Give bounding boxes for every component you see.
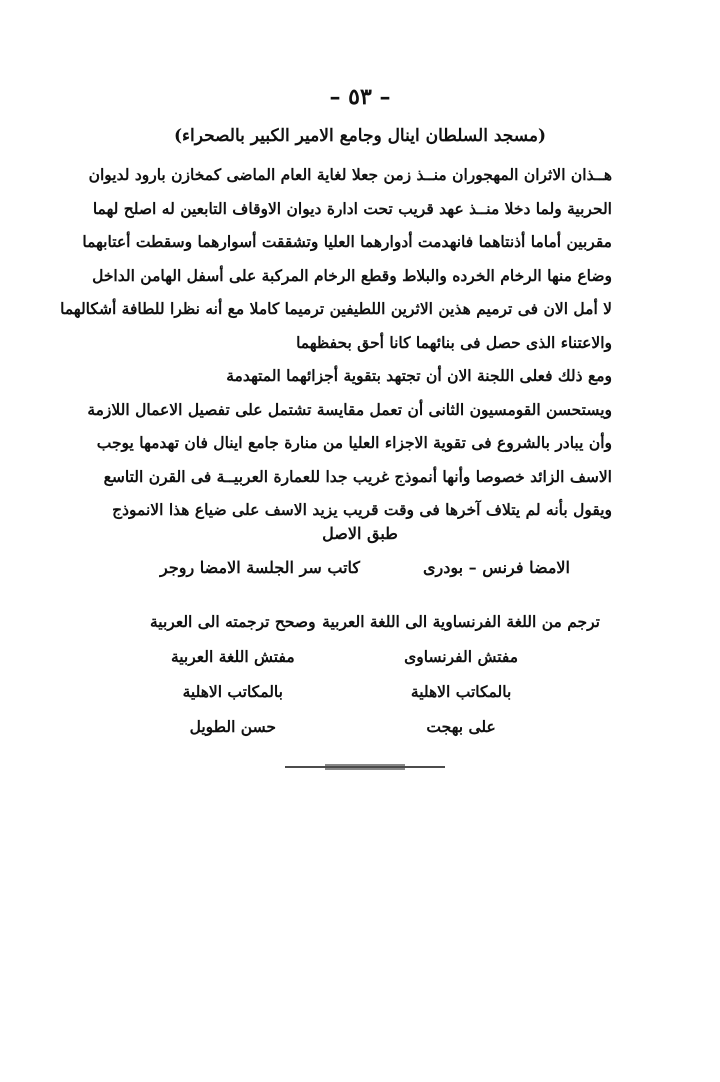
body-line: هــذان الاثران المهجوران منــذ زمن جعلا لغاية العام الماضى كمخازن بارود لديوان: [88, 165, 612, 184]
end-divider: [285, 762, 445, 772]
translator-right-name: على بهجت: [426, 717, 496, 736]
body-line: لا أمل الان فى ترميم هذين الاثرين اللطيفين ترميما كاملا مع أنه نظرا للطافة أشكالهما: [60, 299, 612, 318]
translator-left-name: حسن الطويل: [189, 717, 276, 736]
translator-right-line: ترجم من اللغة الفرنساوية الى اللغة العربية: [322, 612, 600, 631]
section-title: (مسجد السلطان اينال وجامع الامير الكبير بالصحراء): [173, 126, 547, 146]
body-line: وأن يبادر بالشروع فى تقوية الاجزاء العليا من منارة جامع اينال فان تهدمها يوجب: [96, 433, 612, 452]
translator-left-line: بالمكاتب الاهلية: [182, 682, 283, 701]
translator-left-line: وصحح ترجمته الى العربية: [150, 612, 316, 631]
body-line: ومع ذلك فعلى اللجنة الان أن تجتهد بتقوية أجزائهما المتهدمة: [226, 366, 612, 385]
translator-right-line: مفتش الفرنساوى: [404, 647, 519, 666]
translator-left-line: مفتش اللغة العربية: [170, 647, 295, 666]
body-line: الحربية ولما دخلا منــذ عهد قريب تحت ادارة ديوان الاوقاف التابعين له اصلح لهما: [92, 198, 612, 218]
body-text: [60, 158, 612, 527]
certified-label: طبق الاصل: [322, 524, 398, 543]
signatures: [160, 558, 570, 577]
translator-left: [150, 604, 316, 744]
signature-right: الامضا فرنس – بودرى: [422, 558, 570, 577]
translators-block: [150, 604, 600, 744]
body-line: وضاع منها الرخام الخرده والبلاط وقطع الرخام المركبة على أسفل الهامن الداخل: [92, 265, 612, 285]
signature-left: كاتب سر الجلسة الامضا روجر: [160, 558, 361, 577]
body-line: مقربين أماما أذنتاهما فانهدمت أدوارهما العليا وتشققت أسوارهما وسقطت أعتابهما: [82, 232, 612, 251]
body-line: ويستحسن القومسيون الثانى أن تعمل مقايسة تشتمل على تفصيل الاعمال اللازمة: [87, 399, 612, 419]
translator-right-line: بالمكاتب الاهلية: [410, 682, 512, 701]
page-number: – ٥٣ –: [329, 84, 391, 110]
body-line: والاعتناء الذى حصل فى بنائهما كانا أحق بحفظهما: [296, 332, 612, 352]
body-line: ويقول بأنه لم يتلاف آخرها فى وقت قريب يزيد الاسف على ضياع هذا الانموذج: [112, 500, 612, 519]
body-line: الاسف الزائد خصوصا وأنها أنموذج غريب جدا للعمارة العربيــة فى القرن التاسع: [103, 466, 612, 486]
divider-ornament: [285, 762, 445, 772]
translator-right: [322, 604, 600, 744]
